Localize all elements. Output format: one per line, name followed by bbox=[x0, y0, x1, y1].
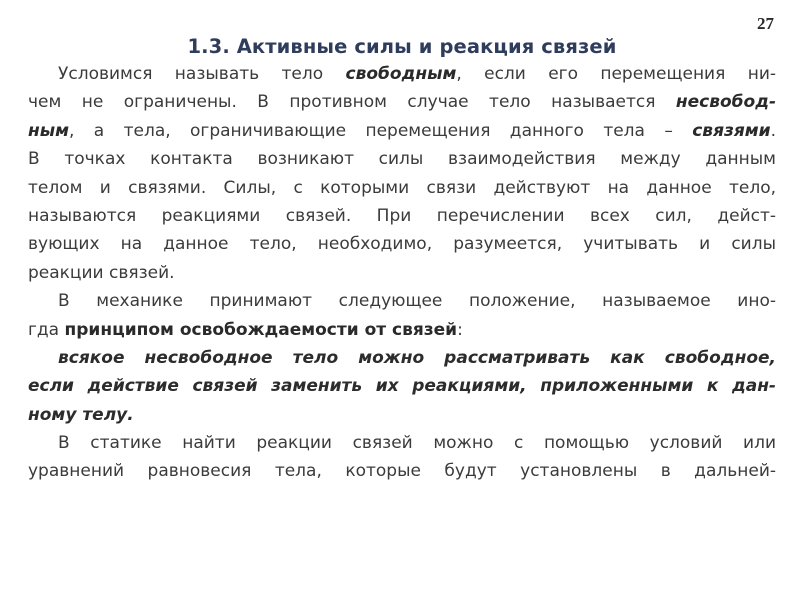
term-nesvobodnym-part1: несвобод- bbox=[675, 92, 776, 113]
text-fragment: В статике найти реакции связей можно с помощью условий или bbox=[58, 433, 776, 454]
paragraph-1-line-6: называются реакциями связей. При перечислении всех сил, дейст- bbox=[28, 205, 776, 226]
text-fragment: , а тела, ограничивающие перемещения данного тела – bbox=[69, 120, 693, 141]
paragraph-3-line-1 bbox=[28, 429, 776, 457]
principle-line-2: если действие связей заменить их реакциями, приложенными к дан- bbox=[28, 376, 776, 397]
paragraph-1-line-5: телом и связями. Силы, с которыми связи действуют на данное тело, bbox=[28, 177, 776, 198]
text-fragment: . bbox=[770, 120, 776, 141]
paragraph-2-line-2 bbox=[28, 316, 776, 344]
paragraph-1-line-2 bbox=[28, 88, 776, 116]
term-svyazyami: связями bbox=[692, 120, 771, 141]
paragraph-3-line-2: уравнений равновесия тела, которые будут установлены в дальней- bbox=[28, 461, 776, 482]
term-svobodnym: свободным bbox=[345, 64, 457, 84]
document-page bbox=[28, 0, 776, 600]
text-fragment: : bbox=[457, 319, 463, 340]
principle-line-3: ному телу. bbox=[28, 404, 134, 425]
paragraph-1-line-8: реакции связей. bbox=[28, 262, 175, 283]
term-nesvobodnym-part2: ным bbox=[28, 120, 70, 141]
paragraph-1-line-1 bbox=[28, 60, 776, 88]
text-fragment: всякое несвободное тело можно рассматривать как свободное, bbox=[58, 347, 776, 368]
paragraph-1-line-4: В точках контакта возникают силы взаимодействия между данным bbox=[28, 149, 776, 170]
text-fragment: В механике принимают следующее положение, называемое ино- bbox=[58, 291, 776, 312]
text-fragment: , если его перемещения ни- bbox=[456, 64, 776, 84]
paragraph-1-line-3 bbox=[28, 117, 776, 145]
page-number: 27 bbox=[757, 14, 774, 33]
principle-line-1 bbox=[28, 344, 776, 372]
paragraph-1-line-7: вующих на данное тело, необходимо, разумеется, учитывать и силы bbox=[28, 234, 776, 255]
section-title: 1.3. Активные силы и реакция связей bbox=[187, 35, 617, 58]
term-principle-name: принципом освобождаемости от связей bbox=[64, 319, 458, 340]
text-fragment: чем не ограничены. В противном случае тело называется bbox=[28, 92, 676, 113]
text-fragment: Условимся называть тело bbox=[58, 64, 346, 84]
text-fragment: гда bbox=[28, 319, 65, 340]
body-text bbox=[28, 60, 776, 486]
paragraph-2-line-1 bbox=[28, 287, 776, 315]
